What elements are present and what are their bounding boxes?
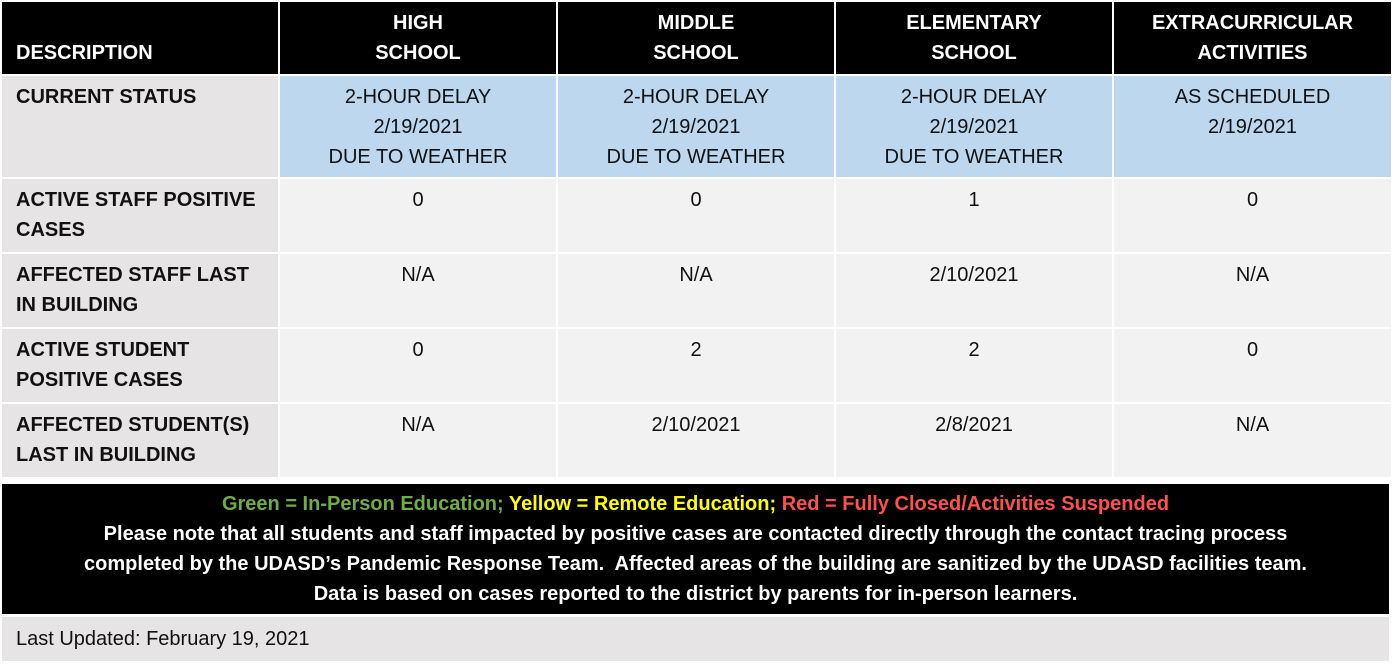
affected-students-last-in-building-row [2,404,1391,477]
row-label: AFFECTED STAFF LAST IN BUILDING [2,254,278,327]
table-cell: 0 [280,329,556,402]
notice-line: Data is based on cases reported to the district by parents for in-person learners. [313,583,1078,605]
table-cell: N/A [1114,404,1391,477]
table-cell: 0 [558,179,834,252]
row-label: AFFECTED STUDENT(S) LAST IN BUILDING [2,404,278,477]
table-cell: 0 [1114,179,1391,252]
legend-green: Green = In-Person Education; [221,493,504,515]
legend-red: Red = Fully Closed/Activities Suspended [781,493,1170,515]
high-school-header: HIGH SCHOOL [280,2,556,74]
status-cell-high-school: 2-HOUR DELAY 2/19/2021 DUE TO WEATHER [280,76,556,177]
table-header-row [2,2,1391,74]
active-student-cases-row [2,329,1391,402]
notice-line: completed by the UDASD’s Pandemic Response Team. Affected areas of the building are sanitized by the UDASD facilities team. [84,553,1307,575]
table-cell: N/A [280,254,556,327]
row-label: ACTIVE STAFF POSITIVE CASES [2,179,278,252]
table-cell: 1 [836,179,1112,252]
notice-box [2,484,1389,614]
table-cell: 2/8/2021 [836,404,1112,477]
elementary-school-header: ELEMENTARY SCHOOL [836,2,1112,74]
color-legend [2,489,1389,519]
table-cell: 2 [558,329,834,402]
table-cell: N/A [1114,254,1391,327]
active-staff-cases-row [2,179,1391,252]
row-label: CURRENT STATUS [2,76,278,177]
status-cell-middle-school: 2-HOUR DELAY 2/19/2021 DUE TO WEATHER [558,76,834,177]
middle-school-header: MIDDLE SCHOOL [558,2,834,74]
affected-staff-last-in-building-row [2,254,1391,327]
extracurricular-header: EXTRACURRICULAR ACTIVITIES [1114,2,1391,74]
row-label: ACTIVE STUDENT POSITIVE CASES [2,329,278,402]
table-cell: 2/10/2021 [836,254,1112,327]
table-cell: 2/10/2021 [558,404,834,477]
table-cell: 0 [280,179,556,252]
table-cell: N/A [280,404,556,477]
description-header: DESCRIPTION [2,2,278,74]
status-cell-elementary-school: 2-HOUR DELAY 2/19/2021 DUE TO WEATHER [836,76,1112,177]
table-cell: 2 [836,329,1112,402]
notice-line: Please note that all students and staff impacted by positive cases are contacted directly through the contact tracing process [103,523,1288,545]
table-cell: 0 [1114,329,1391,402]
table-cell: N/A [558,254,834,327]
legend-yellow: Yellow = Remote Education; [508,493,777,515]
status-cell-extracurricular: AS SCHEDULED 2/19/2021 [1114,76,1391,177]
last-updated: Last Updated: February 19, 2021 [2,617,1389,661]
current-status-row [2,76,1391,177]
